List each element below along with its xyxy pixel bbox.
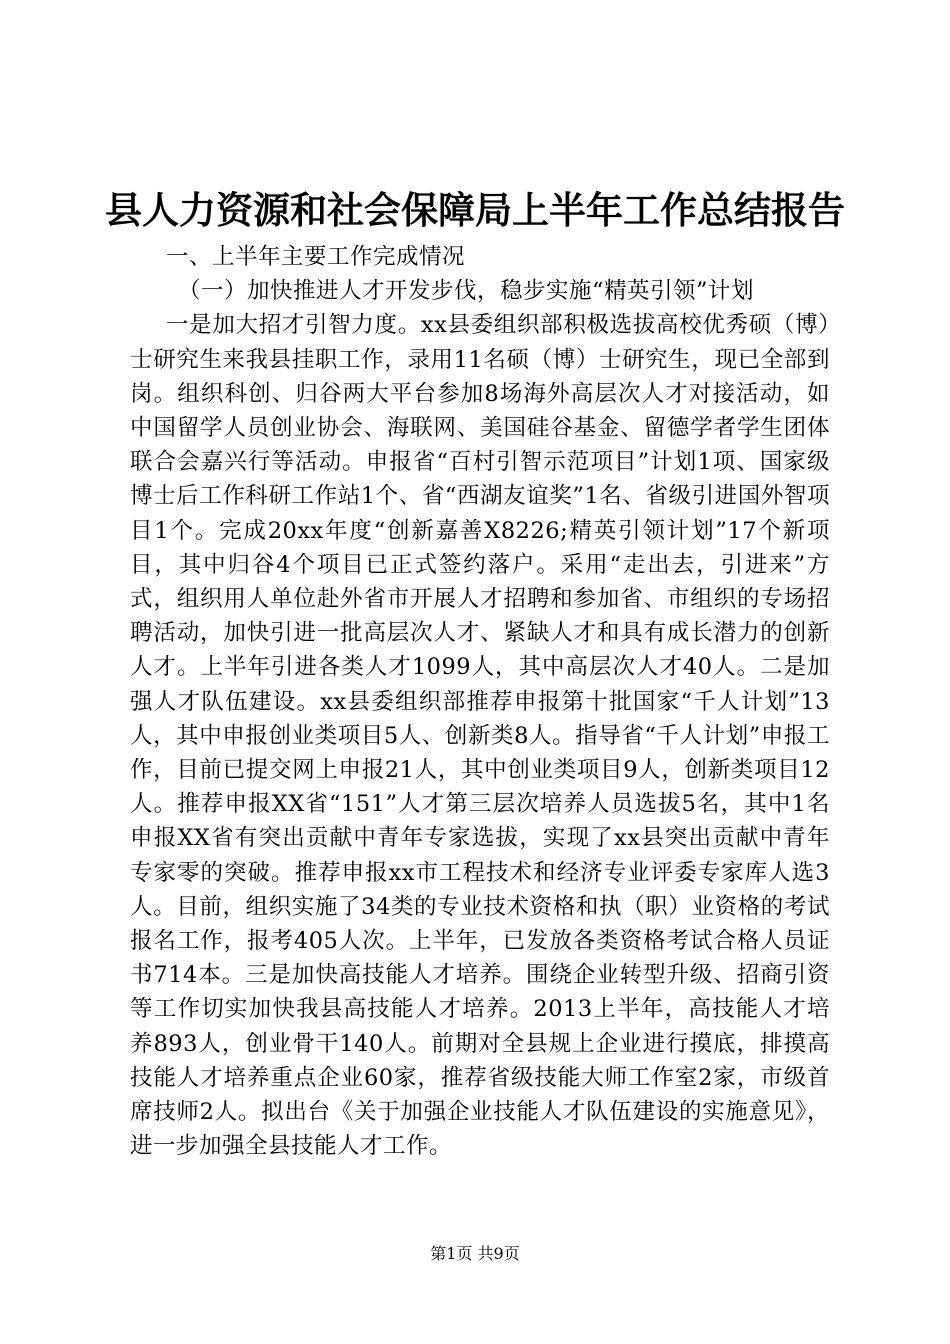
subsection-heading: （一）加快推进人才开发步伐，稳步实施“精英引领”计划 <box>178 278 755 305</box>
page-footer: 第1页 共9页 <box>430 1244 520 1263</box>
body-paragraph: 一是加大招才引智力度。xx县委组织部积极选拔高校优秀硕（博）士研究生来我县挂职工作，录用11名硕（博）士研究生，现已全部到岗。组织科创、归谷两大平台参加8场海外高层次人才对接活动，如中国留学人员创业协会、海联网、美国硅谷基金、留德学者学生团体联合会嘉兴行等活动。申报省“百村引智示范项目”计划1项、国家级博士后工作科研工作站1个、省“西湖友谊奖”1名、省级引进国外智项目1个。完成20xx年度“创新嘉善X8226;精英引领计划”17个新项目，其中归谷4个项目已正式签约落户。采用“走出去，引进来”方式，组织用人单位赴外省市开展人才招聘和参加省、市组织的专场招聘活动，加快引进一批高层次人才、紧缺人才和具有成长潜力的创新人才。上半年引进各类人才1099人，其中高层次人才40人。二是加强人才队伍建设。xx县委组织部推荐申报第十批国家“千人计划”13人，其中申报创业类项目5人、创新类8人。指导省“千人计划”申报工作，目前已提交网上申报21人，其中创业类项目9人，创新类项目12人。推荐申报XX省“151”人才第三层次培养人员选拔5名，其中1名申报XX省有突出贡献中青年专家选拔，实现了xx县突出贡献中青年专家零的突破。推荐申报xx市工程技术和经济专业评委专家库人选3人。目前，组织实施了34类的专业技术资格和执（职）业资格的考试报名工作，报考405人次。上半年，已发放各类资格考试合格人员证书714本。三是加快高技能人才培养。围绕企业转型升级、招商引资等工作切实加快我县高技能人才培养。2013上半年，高技能人才培养893人，创业骨干140人。前期对全县规上企业进行摸底，排摸高技能人才培养重点企业60家，推荐省级技能大师工作室2家，市级首席技师2人。拟出台《关于加强企业技能人才队伍建设的实施意见》，进一步加强全县技能人才工作。 <box>130 312 830 1160</box>
document-body <box>130 240 830 1163</box>
document-title: 县人力资源和社会保障局上半年工作总结报告 <box>105 188 845 232</box>
section-heading: 一、上半年主要工作完成情况 <box>166 244 466 270</box>
